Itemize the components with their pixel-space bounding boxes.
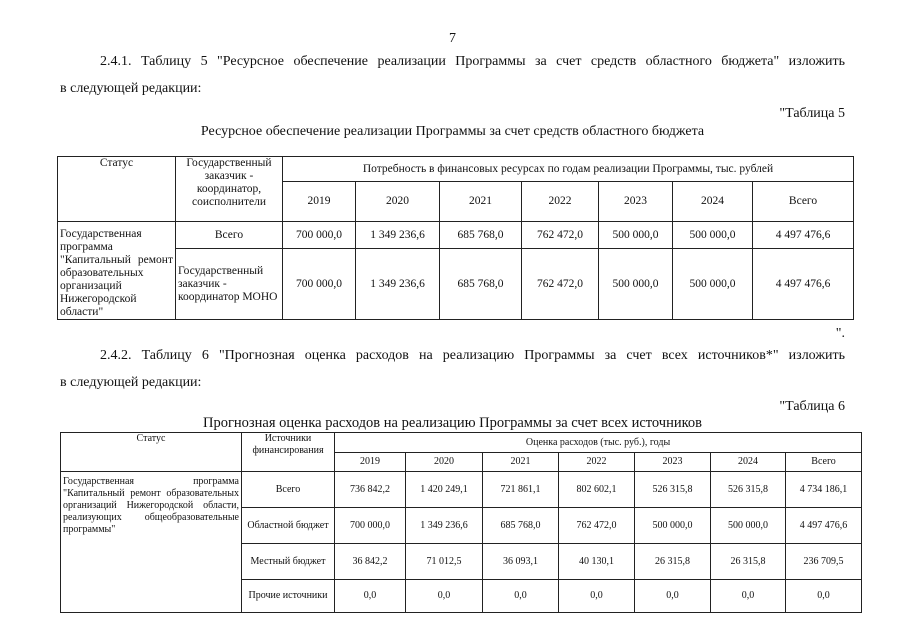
t6-year: 2022: [559, 453, 635, 472]
t6-status-cell: Государственная программа "Капитальный ремонт образовательных организаций Нижегородской области, реализующих общеобразовательные программы": [61, 472, 242, 613]
paragraph-text: 2.4.1. Таблицу 5 "Ресурсное обеспечение реализации Программы за счет средств областного бюджета" изложить: [100, 54, 845, 69]
t6-cell: 236 709,5: [786, 544, 862, 580]
t6-cell: 0,0: [559, 580, 635, 613]
t5-cell: 500 000,0: [673, 222, 753, 249]
t5-status-cell: Государственная программа "Капитальный ремонт образовательных организаций Нижегородской области": [58, 222, 176, 320]
t5-year: 2024: [673, 182, 753, 222]
t6-cell: 685 768,0: [483, 508, 559, 544]
t5-cell: 4 497 476,6: [753, 222, 854, 249]
t6-cell: 721 861,1: [483, 472, 559, 508]
t5-cell: 1 349 236,6: [356, 222, 440, 249]
t5-cell: 500 000,0: [599, 222, 673, 249]
t6-row-label: Всего: [242, 472, 335, 508]
paragraph-2-4-2-cont: в следующей редакции:: [60, 375, 202, 390]
t6-cell: 526 315,8: [635, 472, 711, 508]
t5-year: 2021: [440, 182, 522, 222]
t5-year: 2019: [283, 182, 356, 222]
t6-cell: 36 093,1: [483, 544, 559, 580]
t6-cell: 4 734 186,1: [786, 472, 862, 508]
t5-cell: 4 497 476,6: [753, 249, 854, 320]
t6-year: 2021: [483, 453, 559, 472]
t6-cell: 1 349 236,6: [406, 508, 483, 544]
t6-cell: 0,0: [335, 580, 406, 613]
t6-cell: 762 472,0: [559, 508, 635, 544]
t6-cell: 4 497 476,6: [786, 508, 862, 544]
t6-row-label: Прочие источники: [242, 580, 335, 613]
t6-cell: 0,0: [406, 580, 483, 613]
t6-cell: 26 315,8: [635, 544, 711, 580]
t6-cell: 802 602,1: [559, 472, 635, 508]
t5-year: Всего: [753, 182, 854, 222]
t6-cell: 700 000,0: [335, 508, 406, 544]
table-5-title: Ресурсное обеспечение реализации Программы за счет средств областного бюджета: [200, 124, 705, 139]
t6-cell: 1 420 249,1: [406, 472, 483, 508]
paragraph-2-4-1: [60, 52, 845, 72]
t5-header-customer: Государственный заказчик - координатор, соисполнители: [176, 157, 283, 222]
table-6-title: Прогнозная оценка расходов на реализацию Программы за счет всех источников: [202, 415, 703, 431]
table-5-label: "Таблица 5: [779, 106, 845, 121]
t6-cell: 0,0: [711, 580, 786, 613]
t5-row-label: Государственный заказчик - координатор МОНО: [176, 249, 283, 320]
t6-cell: 526 315,8: [711, 472, 786, 508]
t6-cell: 0,0: [786, 580, 862, 613]
paragraph-text: 2.4.2. Таблицу 6 "Прогнозная оценка расходов на реализацию Программы за счет всех источников*" изложить: [100, 348, 845, 363]
t5-year: 2023: [599, 182, 673, 222]
t6-year: 2024: [711, 453, 786, 472]
t6-cell: 71 012,5: [406, 544, 483, 580]
t5-cell: 685 768,0: [440, 249, 522, 320]
t6-row-label: Областной бюджет: [242, 508, 335, 544]
t6-cell: 36 842,2: [335, 544, 406, 580]
t5-cell: 762 472,0: [522, 249, 599, 320]
t5-cell: 1 349 236,6: [356, 249, 440, 320]
t5-header-status: Статус: [58, 157, 176, 222]
t6-cell: 500 000,0: [635, 508, 711, 544]
t6-year: 2023: [635, 453, 711, 472]
t6-cell: 500 000,0: [711, 508, 786, 544]
t5-header-group: Потребность в финансовых ресурсах по годам реализации Программы, тыс. рублей: [283, 157, 854, 182]
t5-row-label: Всего: [176, 222, 283, 249]
table-6: [60, 432, 862, 613]
t6-cell: 0,0: [635, 580, 711, 613]
t5-cell: 500 000,0: [599, 249, 673, 320]
table-5: [57, 156, 854, 320]
t5-cell: 700 000,0: [283, 222, 356, 249]
table-6-label: "Таблица 6: [779, 399, 845, 414]
t6-cell: 26 315,8: [711, 544, 786, 580]
t5-year: 2022: [522, 182, 599, 222]
page-number: 7: [449, 31, 456, 46]
t6-cell: 0,0: [483, 580, 559, 613]
t5-cell: 500 000,0: [673, 249, 753, 320]
t6-year: Всего: [786, 453, 862, 472]
t5-year: 2020: [356, 182, 440, 222]
t6-year: 2019: [335, 453, 406, 472]
t5-cell: 685 768,0: [440, 222, 522, 249]
t6-year: 2020: [406, 453, 483, 472]
t6-cell: 736 842,2: [335, 472, 406, 508]
t6-cell: 40 130,1: [559, 544, 635, 580]
t5-cell: 762 472,0: [522, 222, 599, 249]
t5-cell: 700 000,0: [283, 249, 356, 320]
paragraph-2-4-1-cont: в следующей редакции:: [60, 81, 202, 96]
t6-header-status: Статус: [61, 433, 242, 472]
t6-row-label: Местный бюджет: [242, 544, 335, 580]
t6-header-group: Оценка расходов (тыс. руб.), годы: [335, 433, 862, 453]
t6-header-sources: Источники финансирования: [242, 433, 335, 472]
paragraph-2-4-2: [60, 346, 845, 366]
table-5-closing-quote: ".: [835, 326, 845, 341]
